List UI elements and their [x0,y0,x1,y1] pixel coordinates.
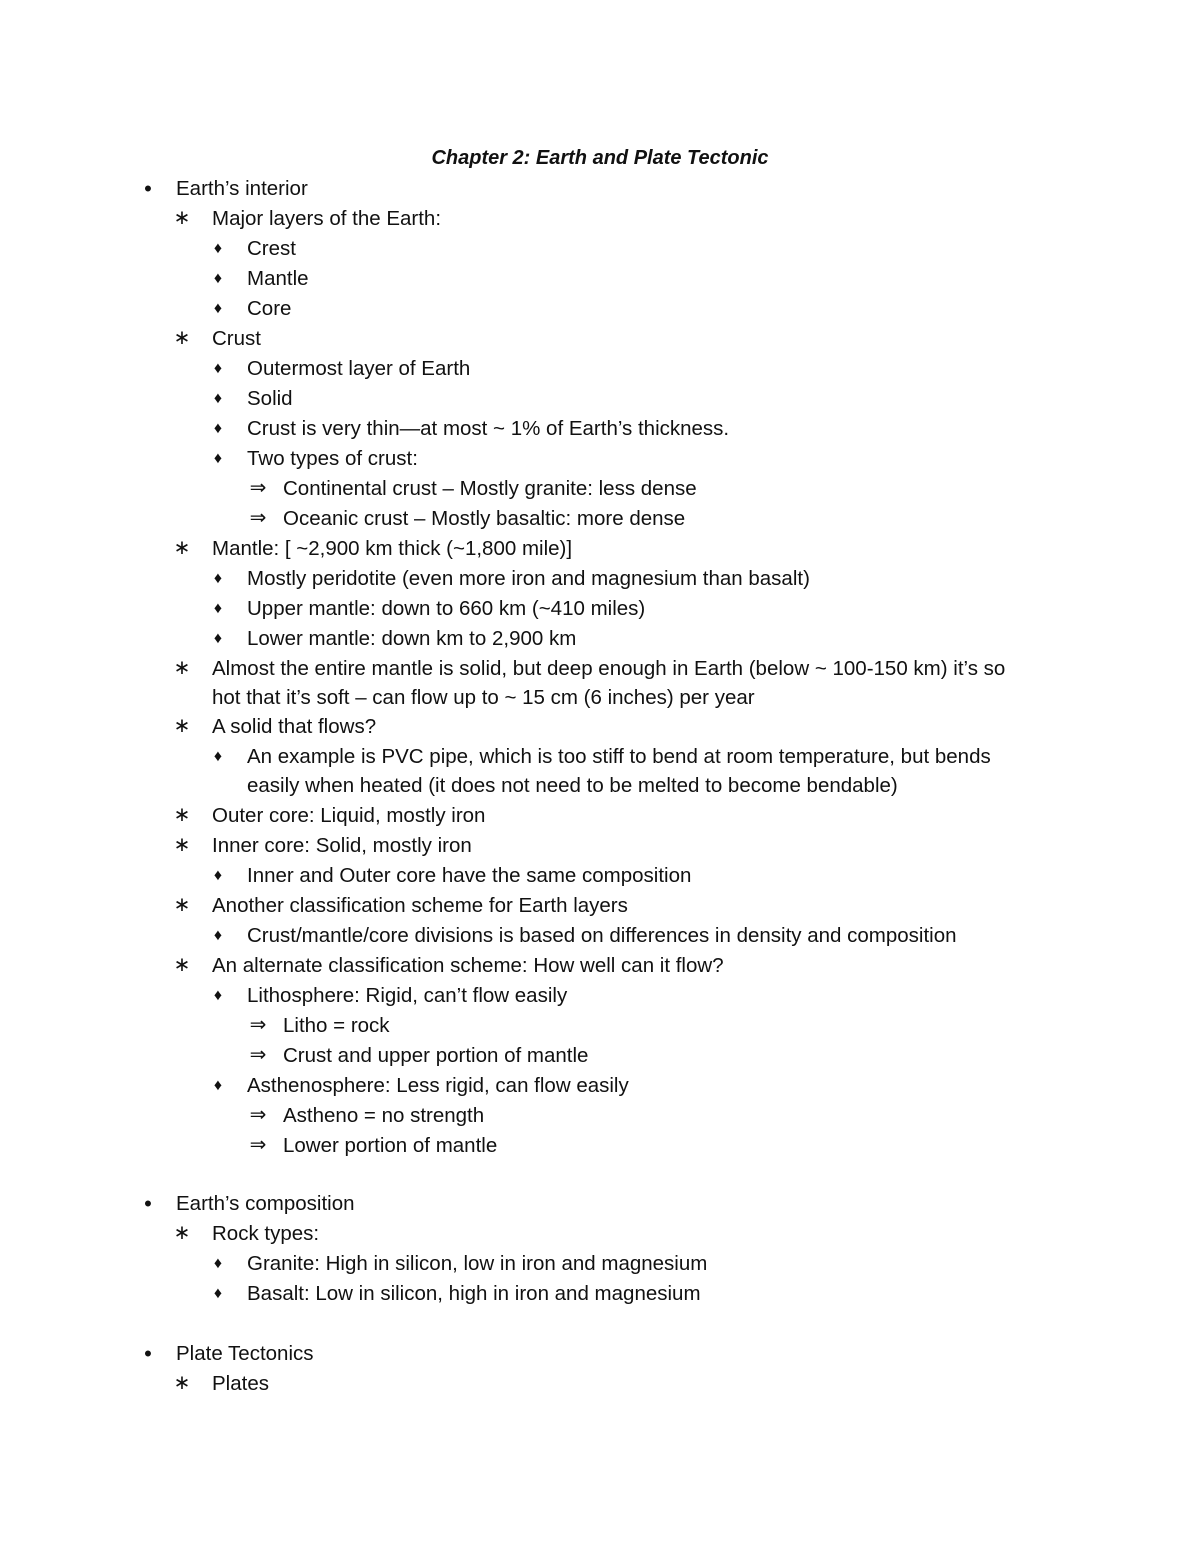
page-title: Chapter 2: Earth and Plate Tectonic [431,147,769,169]
outline-item-level-2: A solid that flows? [212,715,377,738]
outline-item-level-3: Solid [247,387,293,410]
arrow-bullet-icon: ⇒ [249,507,267,529]
outline-item-level-3: Crest [247,237,296,260]
asterisk-bullet-icon: ∗ [173,804,191,826]
diamond-bullet-icon: ♦ [213,240,223,257]
outline-item-level-3: Asthenosphere: Less rigid, can flow easily [247,1074,629,1097]
diamond-bullet-icon: ♦ [213,420,223,437]
outline-item-level-3: Crust/mantle/core divisions is based on differences in density and composition [247,924,957,947]
diamond-bullet-icon: ♦ [213,927,223,944]
outline-item-level-4: Litho = rock [283,1014,390,1037]
asterisk-bullet-icon: ∗ [173,327,191,349]
diamond-bullet-icon: ♦ [213,600,223,617]
diamond-bullet-icon: ♦ [213,987,223,1004]
outline-item-level-4: Continental crust – Mostly granite: less dense [283,477,697,500]
outline-item-level-3: Inner and Outer core have the same composition [247,864,692,887]
outline-item-level-2: Rock types: [212,1222,320,1245]
asterisk-bullet-icon: ∗ [173,954,191,976]
asterisk-bullet-icon: ∗ [173,894,191,916]
outline-item-level-2: hot that it’s soft – can flow up to ~ 15 cm (6 inches) per year [212,686,755,709]
diamond-bullet-icon: ♦ [213,1285,223,1302]
outline-item-level-3: Lower mantle: down km to 2,900 km [247,627,577,650]
diamond-bullet-icon: ♦ [213,1255,223,1272]
outline-item-level-3: Two types of crust: [247,447,418,470]
outline-item-level-2: An alternate classification scheme: How well can it flow? [212,954,724,977]
outline-item-level-4: Lower portion of mantle [283,1134,498,1157]
outline-item-level-2: Mantle: [ ~2,900 km thick (~1,800 mile)] [212,537,573,560]
outline-item-level-1: Earth’s composition [176,1192,355,1215]
diamond-bullet-icon: ♦ [213,360,223,377]
asterisk-bullet-icon: ∗ [173,537,191,559]
outline-item-level-4: Crust and upper portion of mantle [283,1044,589,1067]
diamond-bullet-icon: ♦ [213,390,223,407]
arrow-bullet-icon: ⇒ [249,477,267,499]
diamond-bullet-icon: ♦ [213,630,223,647]
arrow-bullet-icon: ⇒ [249,1134,267,1156]
outline-item-level-3: easily when heated (it does not need to be melted to become bendable) [247,774,898,797]
diamond-bullet-icon: ♦ [213,1077,223,1094]
outline-item-level-1: Earth’s interior [176,177,308,200]
diamond-bullet-icon: ♦ [213,270,223,287]
asterisk-bullet-icon: ∗ [173,207,191,229]
arrow-bullet-icon: ⇒ [249,1044,267,1066]
outline-item-level-3: Basalt: Low in silicon, high in iron and magnesium [247,1282,701,1305]
diamond-bullet-icon: ♦ [213,300,223,317]
outline-item-level-3: An example is PVC pipe, which is too stiff to bend at room temperature, but bends [247,745,991,768]
outline-item-level-1: Plate Tectonics [176,1342,314,1365]
diamond-bullet-icon: ♦ [213,450,223,467]
asterisk-bullet-icon: ∗ [173,657,191,679]
outline-item-level-3: Outermost layer of Earth [247,357,471,380]
arrow-bullet-icon: ⇒ [249,1104,267,1126]
outline-item-level-2: Plates [212,1372,269,1395]
outline-item-level-3: Core [247,297,292,320]
asterisk-bullet-icon: ∗ [173,834,191,856]
asterisk-bullet-icon: ∗ [173,715,191,737]
outline-item-level-2: Outer core: Liquid, mostly iron [212,804,486,827]
outline-item-level-3: Mantle [247,267,309,290]
outline-item-level-3: Mostly peridotite (even more iron and magnesium than basalt) [247,567,810,590]
outline-item-level-3: Crust is very thin—at most ~ 1% of Earth’s thickness. [247,417,730,440]
bullet-icon: • [144,176,152,201]
outline-item-level-2: Major layers of the Earth: [212,207,442,230]
outline-item-level-2: Inner core: Solid, mostly iron [212,834,472,857]
outline-item-level-4: Oceanic crust – Mostly basaltic: more dense [283,507,686,530]
outline-item-level-3: Lithosphere: Rigid, can’t flow easily [247,984,568,1007]
outline-item-level-2: Another classification scheme for Earth layers [212,894,628,917]
arrow-bullet-icon: ⇒ [249,1014,267,1036]
outline-item-level-3: Upper mantle: down to 660 km (~410 miles) [247,597,646,620]
asterisk-bullet-icon: ∗ [173,1222,191,1244]
bullet-icon: • [144,1191,152,1216]
outline-item-level-4: Astheno = no strength [283,1104,485,1127]
diamond-bullet-icon: ♦ [213,570,223,587]
diamond-bullet-icon: ♦ [213,867,223,884]
diamond-bullet-icon: ♦ [213,748,223,765]
outline-item-level-2: Almost the entire mantle is solid, but deep enough in Earth (below ~ 100-150 km) it’s so [212,657,1006,680]
bullet-icon: • [144,1341,152,1366]
outline-item-level-3: Granite: High in silicon, low in iron and magnesium [247,1252,708,1275]
outline-item-level-2: Crust [212,327,261,350]
asterisk-bullet-icon: ∗ [173,1372,191,1394]
